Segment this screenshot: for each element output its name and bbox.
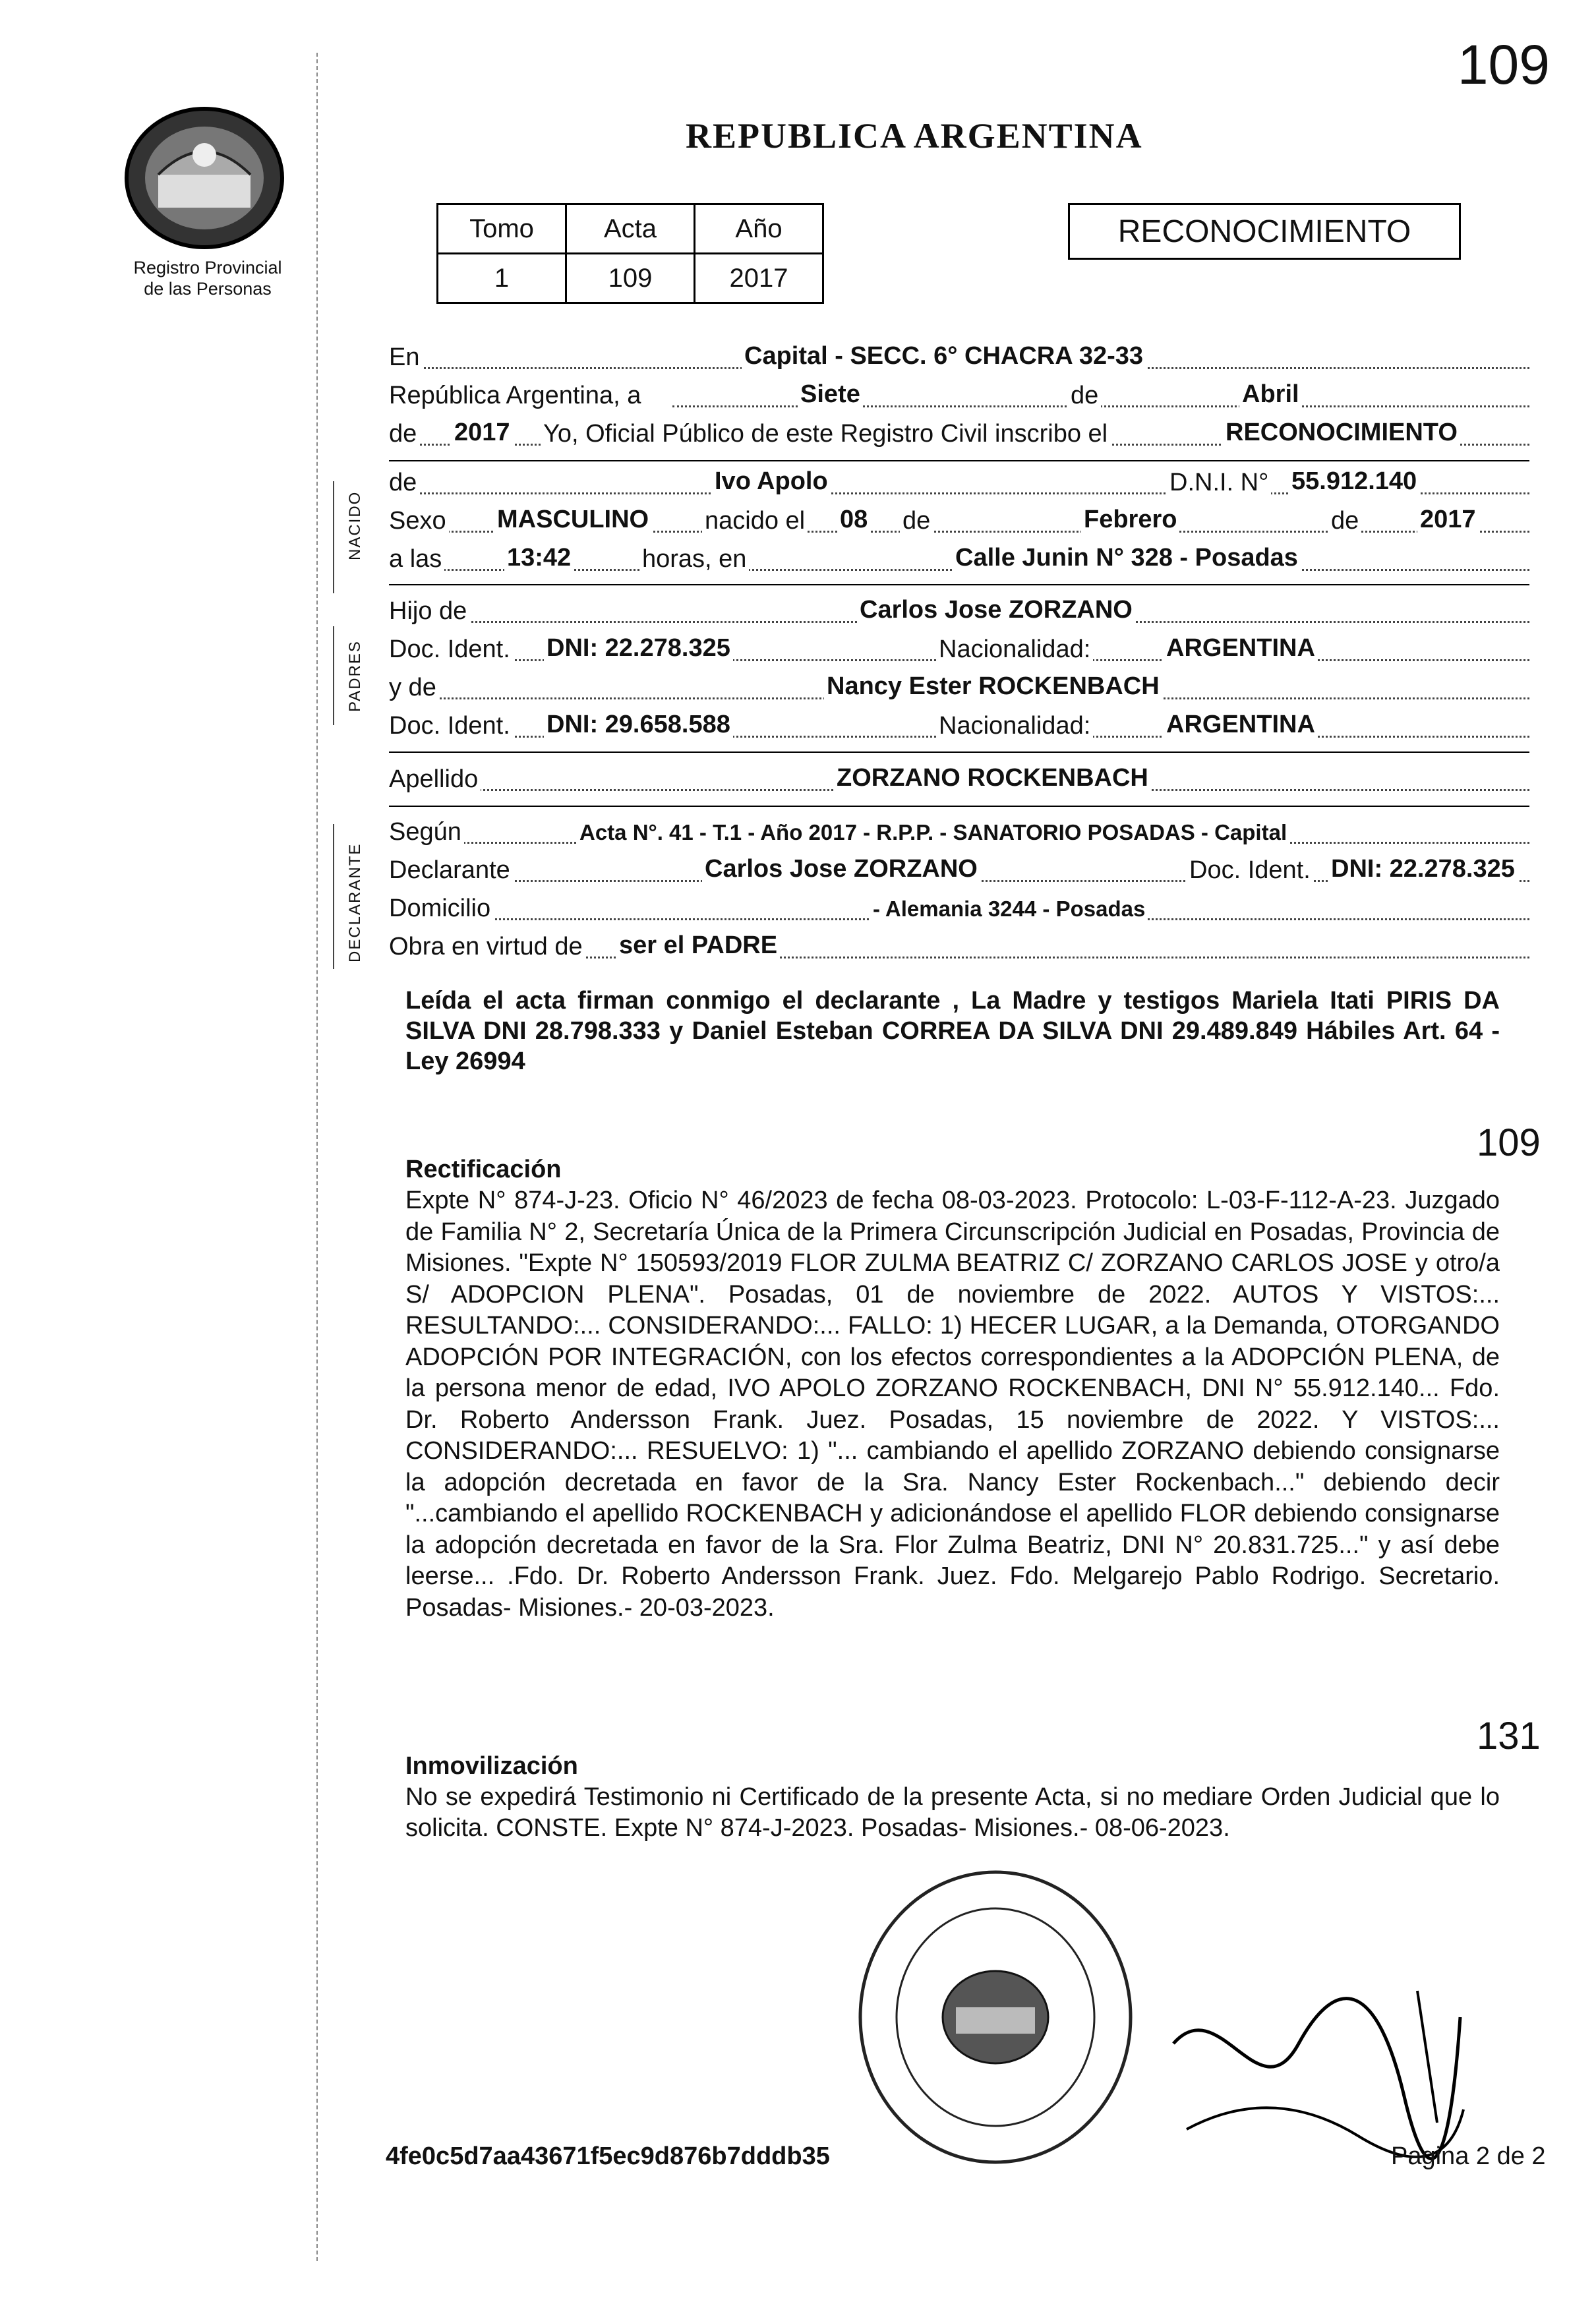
value-dni: 55.912.140 — [1289, 467, 1419, 496]
act-type-box: RECONOCIMIENTO — [1068, 203, 1461, 260]
field-obra — [389, 932, 1529, 965]
field-mother — [389, 673, 1529, 706]
pagination: Pagina 2 de 2 — [1391, 2142, 1546, 2170]
registry-label-line1: Registro Provincial — [133, 258, 282, 278]
label-doc: Doc. Ident. — [389, 712, 513, 740]
side-label-nacido: NACIDO — [346, 490, 364, 560]
value-inscribo: RECONOCIMIENTO — [1223, 419, 1460, 447]
label-en: En — [389, 343, 422, 372]
section-rule — [389, 751, 1529, 753]
label-de-year: de — [389, 420, 419, 448]
field-father — [389, 597, 1529, 630]
field-domicilio — [389, 894, 1529, 927]
label-de: de — [1068, 382, 1101, 410]
field-apellido — [389, 765, 1529, 798]
field-name-dni — [389, 468, 1529, 501]
table-header-acta: Acta — [566, 204, 695, 254]
field-sexo-birth — [389, 506, 1529, 539]
registry-label-line2: de las Personas — [144, 279, 272, 299]
section-rule — [389, 460, 1529, 461]
value-apellido: ZORZANO ROCKENBACH — [834, 764, 1151, 792]
field-date — [389, 381, 1529, 414]
value-father-doc: DNI: 22.278.325 — [544, 634, 733, 663]
side-bar-padres — [333, 626, 334, 725]
table-header-ano: Año — [695, 204, 823, 254]
value-declarante: Carlos Jose ZORZANO — [702, 855, 980, 883]
label-de-birth: de — [900, 507, 933, 535]
side-bar-nacido — [333, 481, 334, 593]
field-year-oficial — [389, 419, 1529, 452]
table-value-acta: 109 — [566, 254, 695, 303]
rectificacion-title: Rectificación — [405, 1156, 562, 1183]
value-domicilio: - Alemania 3244 - Posadas — [870, 897, 1148, 922]
value-birth-month: Febrero — [1081, 506, 1179, 534]
side-bar-declarante — [333, 824, 334, 969]
field-time-place — [389, 545, 1529, 577]
value-en: Capital - SECC. 6° CHACRA 32-33 — [742, 342, 1146, 370]
label-obra: Obra en virtud de — [389, 933, 585, 961]
value-birth-year: 2017 — [1417, 506, 1479, 534]
label-doc: Doc. Ident. — [389, 635, 513, 664]
label-republica: República Argentina, a — [389, 382, 643, 410]
section-rule — [389, 584, 1529, 585]
table-value-tomo: 1 — [438, 254, 566, 303]
label-apellido: Apellido — [389, 765, 481, 794]
provincial-seal-logo — [119, 102, 290, 254]
value-father: Carlos Jose ZORZANO — [857, 596, 1135, 624]
value-mother-doc: DNI: 29.658.588 — [544, 711, 733, 739]
label-doc: Doc. Ident. — [1187, 856, 1313, 885]
label-oficial: Yo, Oficial Público de este Registro Civil inscribo el — [541, 420, 1110, 448]
label-segun: Según — [389, 818, 464, 846]
value-mother-nationality: ARGENTINA — [1164, 711, 1318, 739]
field-segun — [389, 817, 1529, 850]
inmovilizacion-text: No se expedirá Testimonio ni Certificado de la presente Acta, si no mediare Orden Judicial que lo solicita. CONSTE. Expte N° 874-J-2023. Posadas- Misiones.- 08-06-2023. — [405, 1783, 1500, 1842]
label-dni: D.N.I. N° — [1167, 469, 1271, 497]
value-month: Abril — [1239, 380, 1302, 409]
label-de-name: de — [389, 469, 419, 497]
record-table — [436, 203, 824, 304]
official-stamp-seal — [850, 1866, 1140, 2169]
label-nacionalidad: Nacionalidad: — [936, 635, 1093, 664]
label-de-birth-year: de — [1328, 507, 1361, 535]
label-nacido: nacido el — [702, 507, 808, 535]
value-year: 2017 — [452, 419, 513, 447]
side-label-declarante: DECLARANTE — [346, 842, 364, 962]
table-value-ano: 2017 — [695, 254, 823, 303]
value-father-nationality: ARGENTINA — [1164, 634, 1318, 663]
value-mother: Nancy Ester ROCKENBACH — [824, 672, 1162, 701]
label-declarante: Declarante — [389, 856, 513, 885]
field-declarante — [389, 856, 1529, 889]
label-y-de: y de — [389, 674, 439, 702]
field-father-doc — [389, 635, 1529, 668]
closing-statement: Leída el acta firman conmigo el declarante , La Madre y testigos Mariela Itati PIRIS DA SILVA DNI 28.798.333 y Daniel Esteban CORREA DA SILVA DNI 29.489.849 Hábiles Art. 64 - Ley 26994 — [405, 987, 1500, 1075]
inmovilizacion-title: Inmovilización — [405, 1752, 578, 1780]
field-en — [389, 343, 1529, 376]
label-nacionalidad: Nacionalidad: — [936, 712, 1093, 740]
value-birth-time: 13:42 — [504, 544, 574, 572]
document-hash: 4fe0c5d7aa43671f5ec9d876b7dddb35 — [386, 2142, 830, 2170]
registry-label — [99, 257, 316, 299]
inmovilizacion-number: 131 — [1477, 1715, 1541, 1757]
table-header-tomo: Tomo — [438, 204, 566, 254]
label-hijo: Hijo de — [389, 597, 469, 626]
value-sexo: MASCULINO — [494, 506, 651, 534]
document-title: REPUBLICA ARGENTINA — [686, 116, 1143, 156]
value-person-name: Ivo Apolo — [712, 467, 831, 496]
label-a-las: a las — [389, 545, 444, 574]
value-birth-day: 08 — [837, 506, 870, 534]
value-day: Siete — [798, 380, 863, 409]
page-number: 109 — [1457, 34, 1550, 96]
rectificacion-number: 109 — [1477, 1121, 1541, 1164]
value-segun: Acta N°. 41 - T.1 - Año 2017 - R.P.P. - SANATORIO POSADAS - Capital — [577, 820, 1289, 845]
value-declarante-doc: DNI: 22.278.325 — [1328, 855, 1518, 883]
field-mother-doc — [389, 711, 1529, 744]
label-domicilio: Domicilio — [389, 895, 493, 923]
section-rule — [389, 806, 1529, 807]
value-obra: ser el PADRE — [616, 931, 780, 960]
rectificacion-text: Expte N° 874-J-23. Oficio N° 46/2023 de fecha 08-03-2023. Protocolo: L-03-F-112-A-23. Juzgado de Familia N° 2, Secretaría Única de la Primera Circunscripción Judicial en Posadas, Provincia de Misiones. "Expte N° 150593/2019 FLOR ZULMA BEATRIZ C/ ZORZANO CARLOS JOSE y otro/a S/ ADOPCION PLENA". Posadas, 01 de noviembre de 2022. AUTOS Y VISTOS:... RESULTANDO:... CONSIDERANDO:... FALLO: 1) HECER LUGAR, a la Demanda, OTORGANDO ADOPCIÓN POR INTEGRACIÓN, con los efectos correspondientes a la ADOPCIÓN PLENA, de la persona menor de edad, IVO APOLO ZORZANO ROCKENBACH, DNI N° 55.912.140... Fdo. Dr. Roberto Andersson Frank. Juez. Posadas, 15 noviembre de 2022. Y VISTOS:... CONSIDERANDO:... RESUELVO: 1) "... cambiando el apellido ZORZANO debiendo consignarse la adopción decretada en favor de la Sra. Nancy Ester Rockenbach..." debiendo decir "...cambiando el apellido ROCKENBACH y adicionándose el apellido FLOR debiendo consignarse la adopción decretada en favor de la Sra. Flor Zulma Beatriz, DNI N° 20.831.725..." y así debe leerse... .Fdo. Dr. Roberto Andersson Frank. Juez. Fdo. Melgarejo Pablo Rodrigo. Secretario. Posadas- Misiones.- 20-03-2023. — [405, 1187, 1500, 1622]
label-horas: horas, en — [639, 545, 749, 574]
label-sexo: Sexo — [389, 507, 449, 535]
value-birth-place: Calle Junin N° 328 - Posadas — [953, 544, 1301, 572]
margin-divider — [316, 53, 318, 2261]
side-label-padres: PADRES — [346, 640, 364, 712]
